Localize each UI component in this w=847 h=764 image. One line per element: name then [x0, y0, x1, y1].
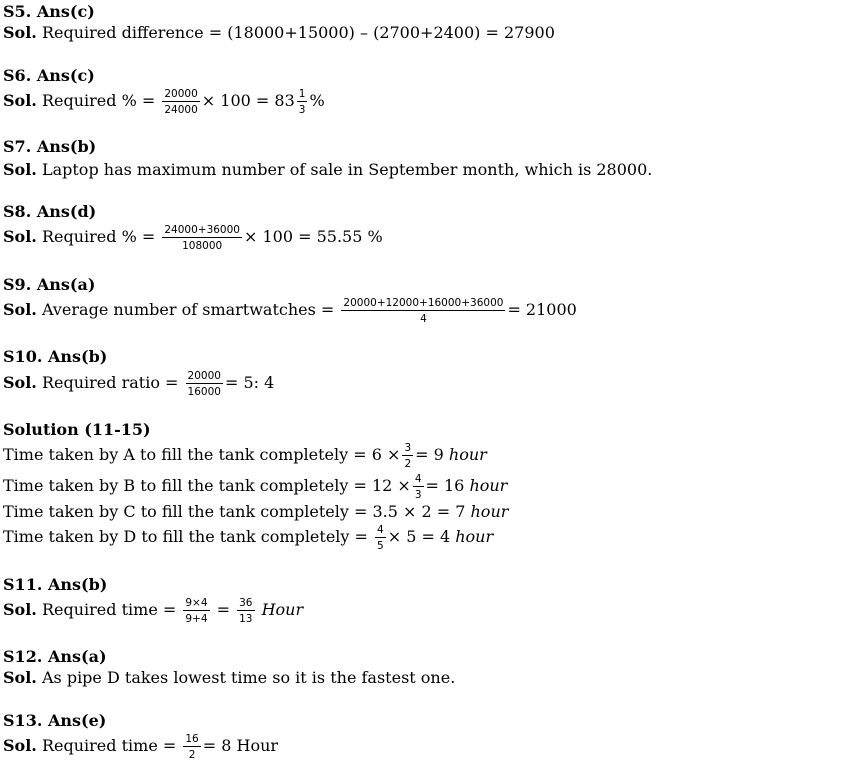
s13-pre: Required time = [41, 736, 182, 755]
s9-heading: S9. Ans(a) [3, 275, 96, 294]
s6-pre: Required % = [41, 91, 161, 110]
solution-11-15-heading: Solution (11-15) [3, 420, 151, 439]
numerator: 1 [298, 87, 306, 100]
numerator: 20000 [187, 369, 221, 382]
numerator: 20000+12000+16000+36000 [343, 296, 504, 309]
sol-label: Sol. [3, 23, 37, 42]
s7-text: Laptop has maximum number of sale in September month, which is 28000. [41, 160, 653, 179]
s9-post: = 21000 [507, 300, 577, 319]
s9-fraction [341, 297, 505, 325]
s10-post: = 5: 4 [224, 373, 275, 392]
s8-post: × 100 = 55.55 % [243, 227, 383, 246]
s8-solution [3, 223, 383, 252]
s11-eq: = [216, 600, 231, 619]
s5-solution [3, 23, 555, 43]
sol-label: Sol. [3, 600, 37, 619]
unit: hour [455, 527, 494, 546]
unit: hour [470, 502, 509, 521]
numerator: 3 [404, 441, 412, 454]
s11-solution [3, 596, 303, 625]
numerator: 16 [185, 732, 199, 745]
s6-solution [3, 87, 325, 116]
s5-heading: S5. Ans(c) [3, 2, 95, 21]
denominator: 3 [298, 103, 306, 116]
time-a-post: = 9 [415, 445, 449, 464]
s13-post: = 8 Hour [202, 736, 279, 755]
time-d-pre: Time taken by D to fill the tank completely = [3, 527, 374, 546]
s8-fraction [162, 224, 242, 252]
s6-post: % [309, 91, 325, 110]
time-a-fraction [402, 442, 413, 470]
time-d-line [3, 523, 493, 552]
time-d-fraction [375, 524, 386, 552]
unit: hour [448, 445, 487, 464]
s12-text: As pipe D takes lowest time so it is the fastest one. [41, 668, 456, 687]
s11-fraction-2 [237, 597, 254, 625]
sol-label: Sol. [3, 736, 37, 755]
s9-pre: Average number of smartwatches = [41, 300, 340, 319]
s7-heading: S7. Ans(b) [3, 137, 97, 156]
denominator: 3 [414, 488, 422, 501]
s11-fraction [183, 597, 209, 625]
time-a-line [3, 441, 487, 470]
s13-solution [3, 732, 278, 761]
numerator: 4 [414, 472, 422, 485]
s6-fraction [162, 88, 199, 116]
s13-fraction [183, 733, 200, 761]
numerator: 4 [377, 523, 384, 536]
numerator: 20000 [164, 87, 198, 100]
sol-label: Sol. [3, 227, 37, 246]
s11-heading: S11. Ans(b) [3, 575, 108, 594]
s7-solution [3, 160, 652, 180]
s6-mixed-fraction [297, 88, 308, 116]
denominator: 13 [239, 612, 253, 625]
s5-text: Required difference = (18000+15000) – (2700+2400) = 27900 [41, 23, 555, 42]
s10-heading: S10. Ans(b) [3, 347, 108, 366]
s8-pre: Required % = [41, 227, 161, 246]
denominator: 4 [420, 312, 427, 325]
denominator: 24000 [164, 103, 198, 116]
time-d-post: × 5 = 4 [387, 527, 456, 546]
s9-solution [3, 296, 577, 325]
sol-label: Sol. [3, 160, 37, 179]
time-c-line [3, 502, 508, 522]
numerator: 9×4 [185, 596, 208, 609]
time-c-pre: Time taken by C to fill the tank completely = 3.5 × 2 = 7 [3, 502, 471, 521]
unit: Hour [261, 600, 304, 619]
s8-heading: S8. Ans(d) [3, 202, 97, 221]
time-b-pre: Time taken by B to fill the tank completely = 12 × [3, 476, 411, 495]
time-b-line [3, 472, 507, 501]
unit: hour [469, 476, 508, 495]
denominator: 5 [377, 539, 384, 552]
numerator: 24000+36000 [164, 223, 240, 236]
denominator: 2 [404, 457, 412, 470]
s10-solution [3, 369, 274, 398]
sol-label: Sol. [3, 300, 37, 319]
s12-solution [3, 668, 455, 688]
s12-heading: S12. Ans(a) [3, 647, 107, 666]
time-b-fraction [413, 473, 424, 501]
denominator: 9+4 [185, 612, 208, 625]
s6-heading: S6. Ans(c) [3, 66, 95, 85]
sol-label: Sol. [3, 91, 37, 110]
sol-label: Sol. [3, 373, 37, 392]
time-a-pre: Time taken by A to fill the tank completely = 6 × [3, 445, 401, 464]
denominator: 2 [188, 748, 196, 761]
s13-heading: S13. Ans(e) [3, 711, 107, 730]
denominator: 16000 [187, 385, 221, 398]
time-b-post: = 16 [425, 476, 470, 495]
s6-mid: × 100 = 83 [201, 91, 295, 110]
s10-pre: Required ratio = [41, 373, 184, 392]
s10-fraction [186, 370, 223, 398]
numerator: 36 [239, 596, 253, 609]
sol-label: Sol. [3, 668, 37, 687]
s11-pre: Required time = [41, 600, 182, 619]
denominator: 108000 [182, 239, 223, 252]
